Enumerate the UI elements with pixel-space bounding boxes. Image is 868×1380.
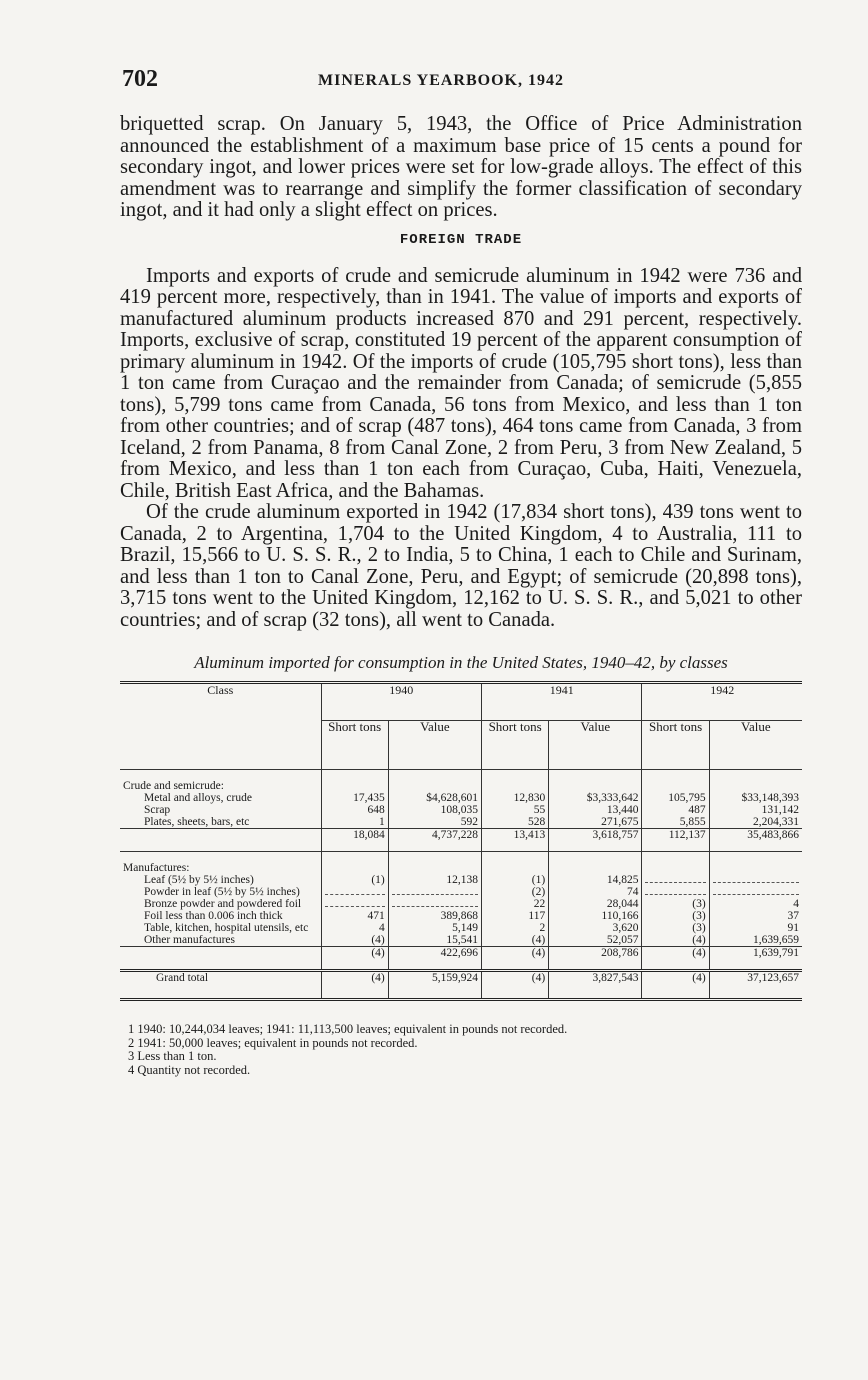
cell: 91: [709, 922, 802, 934]
cell: 4,737,228: [388, 829, 481, 852]
cell: 131,142: [709, 804, 802, 816]
cell: (3): [642, 898, 709, 910]
cell: 1,639,659: [709, 934, 802, 947]
cell: [642, 874, 709, 886]
table-row: [120, 816, 802, 829]
cell: 208,786: [549, 947, 642, 971]
cell: 487: [642, 804, 709, 816]
row-label: Scrap: [144, 804, 171, 816]
cell: 5,149: [388, 922, 481, 934]
table-row: [120, 898, 802, 910]
row-label: Table, kitchen, hospital utensils, etc: [144, 922, 309, 934]
empty-dash: [392, 898, 478, 907]
cell: 13,413: [482, 829, 549, 852]
cell: 471: [321, 910, 388, 922]
empty-dash: [392, 886, 478, 895]
cell: 37: [709, 910, 802, 922]
cell: 1: [321, 816, 388, 829]
cell: 592: [388, 816, 481, 829]
cell: (2): [482, 886, 549, 898]
cell: 2,204,331: [709, 816, 802, 829]
page-number: 702: [122, 66, 158, 92]
cell: (1): [321, 874, 388, 886]
cell: 12,138: [388, 874, 481, 886]
footnote: 2 1941: 50,000 leaves; equivalent in pounds not recorded.: [128, 1035, 418, 1050]
group-label: Manufactures:: [123, 862, 190, 874]
table-row: [120, 886, 802, 898]
cell: 117: [482, 910, 549, 922]
cell: $3,333,642: [549, 792, 642, 804]
cell: [388, 898, 481, 910]
cell: 55: [482, 804, 549, 816]
value-header: Value: [549, 721, 642, 770]
footnote: 4 Quantity not recorded.: [128, 1062, 251, 1077]
cell: 1,639,791: [709, 947, 802, 971]
empty-dash: [325, 898, 385, 907]
table-row: [120, 934, 802, 947]
subtotal-row: [120, 829, 802, 852]
paragraph-imports: Imports and exports of crude and semicrude aluminum in 1942 were 736 and 419 percent more, respectively, than in 1941. The value of imports and exports of manufactured aluminum products increased 870 and 291 percent, respectively. Imports, exclusive of scrap, constituted 19 percent of the apparent consumption of primary aluminum in 1942. Of the imports of crude (105,795 short tons), less than 1 ton came from Curaçao and the remainder from Canada; of semicrude (5,855 tons), 5,799 tons came from Canada, 56 tons from Mexico, and less than 1 ton from other countries; and of scrap (487 tons), 464 tons came from Canada, 3 from Iceland, 2 from Panama, 8 from Canal Zone, 2 from Peru, 3 from New Zealand, 5 from Mexico, and less than 1 ton each from Curaçao, Cuba, Haiti, Venezuela, Chile, British East Africa, and the Bahamas.: [120, 264, 802, 502]
row-label: Leaf (5½ by 5½ inches): [144, 874, 254, 886]
row-label: Powder in leaf (5½ by 5½ inches): [144, 886, 300, 898]
row-label: Plates, sheets, bars, etc: [144, 816, 250, 828]
cell: 5,159,924: [388, 971, 481, 1000]
short-tons-header: Short tons: [482, 721, 549, 770]
group-label-row: [120, 780, 802, 792]
cell: 17,435: [321, 792, 388, 804]
table-row: [120, 922, 802, 934]
cell: 389,868: [388, 910, 481, 922]
cell: [388, 886, 481, 898]
table-row: [120, 804, 802, 816]
cell: (4): [642, 934, 709, 947]
short-tons-header: Short tons: [642, 721, 709, 770]
section-heading-foreign-trade: FOREIGN TRADE: [399, 231, 523, 248]
cell: 22: [482, 898, 549, 910]
cell: $4,628,601: [388, 792, 481, 804]
cell: (4): [321, 934, 388, 947]
cell: 648: [321, 804, 388, 816]
cell: (4): [482, 934, 549, 947]
cell: [709, 874, 802, 886]
year-header: 1941: [482, 683, 642, 721]
cell: 14,825: [549, 874, 642, 886]
imports-table: [120, 681, 802, 1001]
cell: (4): [321, 971, 388, 1000]
cell: [321, 898, 388, 910]
cell: (4): [482, 947, 549, 971]
empty-dash: [645, 874, 705, 883]
cell: 422,696: [388, 947, 481, 971]
cell: 2: [482, 922, 549, 934]
cell: 35,483,866: [709, 829, 802, 852]
cell: 4: [321, 922, 388, 934]
paragraph-price: briquetted scrap. On January 5, 1943, the Office of Price Administration announced the establishment of a maximum base price of 15 cents a pound for secondary ingot, and lower prices were set for low-grade alloys. The effect of this amendment was to rearrange and simplify the former classification of secondary ingot, and it had only a slight effect on prices.: [120, 113, 802, 221]
cell: 4: [709, 898, 802, 910]
cell: [709, 886, 802, 898]
grand-total-row: [120, 971, 802, 1000]
table-title: Aluminum imported for consumption in the United States, 1940–42, by classes: [194, 653, 728, 672]
year-header: 1940: [321, 683, 481, 721]
cell: [321, 886, 388, 898]
value-header: Value: [388, 721, 481, 770]
cell: 112,137: [642, 829, 709, 852]
cell: 5,855: [642, 816, 709, 829]
cell: 15,541: [388, 934, 481, 947]
cell: 110,166: [549, 910, 642, 922]
value-header: Value: [709, 721, 802, 770]
cell: 13,440: [549, 804, 642, 816]
empty-dash: [713, 874, 799, 883]
cell: (4): [642, 971, 709, 1000]
group-label-row: [120, 862, 802, 874]
cell: (4): [321, 947, 388, 971]
cell: 3,618,757: [549, 829, 642, 852]
group-label: Crude and semicrude:: [123, 780, 224, 792]
cell: 528: [482, 816, 549, 829]
table-row: [120, 874, 802, 886]
cell: 74: [549, 886, 642, 898]
running-title: MINERALS YEARBOOK, 1942: [318, 72, 564, 89]
page-header: [120, 60, 802, 92]
empty-dash: [325, 886, 385, 895]
cell: 3,827,543: [549, 971, 642, 1000]
footnote: 3 Less than 1 ton.: [128, 1049, 217, 1063]
cell: 52,057: [549, 934, 642, 947]
table-row: [120, 792, 802, 804]
subtotal-row: [120, 947, 802, 971]
short-tons-header: Short tons: [321, 721, 388, 770]
paragraph-exports: Of the crude aluminum exported in 1942 (17,834 short tons), 439 tons went to Canada, 2 to Argentina, 1,704 to the United Kingdom, 4 to Australia, 111 to Brazil, 15,566 to U. S. S. R., 2 to India, 5 to China, 1 each to Chile and Surinam, and less than 1 ton to Canal Zone, Peru, and Egypt; of semicrude (20,898 tons), 3,715 tons went to the United Kingdom, 12,162 to U. S. S. R., and 5,021 to other countries; and of scrap (32 tons), all went to Canada.: [120, 501, 802, 631]
cell: (3): [642, 910, 709, 922]
cell: (4): [482, 971, 549, 1000]
cell: 18,084: [321, 829, 388, 852]
empty-dash: [645, 886, 705, 895]
cell: (1): [482, 874, 549, 886]
empty-dash: [713, 886, 799, 895]
row-label: Other manufactures: [144, 934, 236, 946]
cell: 271,675: [549, 816, 642, 829]
footnotes: [120, 1023, 802, 1077]
cell: 108,035: [388, 804, 481, 816]
row-label: Bronze powder and powdered foil: [144, 898, 302, 910]
cell: 37,123,657: [709, 971, 802, 1000]
year-header: 1942: [642, 683, 802, 721]
cell: $33,148,393: [709, 792, 802, 804]
class-header: Class: [120, 683, 321, 770]
cell: 105,795: [642, 792, 709, 804]
cell: [642, 886, 709, 898]
row-label: Foil less than 0.006 inch thick: [144, 910, 283, 922]
cell: (3): [642, 922, 709, 934]
cell: 3,620: [549, 922, 642, 934]
footnote: 1 1940: 10,244,034 leaves; 1941: 11,113,500 leaves; equivalent in pounds not recorded.: [128, 1022, 568, 1036]
cell: 28,044: [549, 898, 642, 910]
cell: 12,830: [482, 792, 549, 804]
page: [120, 60, 802, 1077]
table-row: [120, 910, 802, 922]
row-label: Metal and alloys, crude: [144, 792, 252, 804]
grand-total-label: Grand total: [120, 971, 321, 1000]
cell: (4): [642, 947, 709, 971]
